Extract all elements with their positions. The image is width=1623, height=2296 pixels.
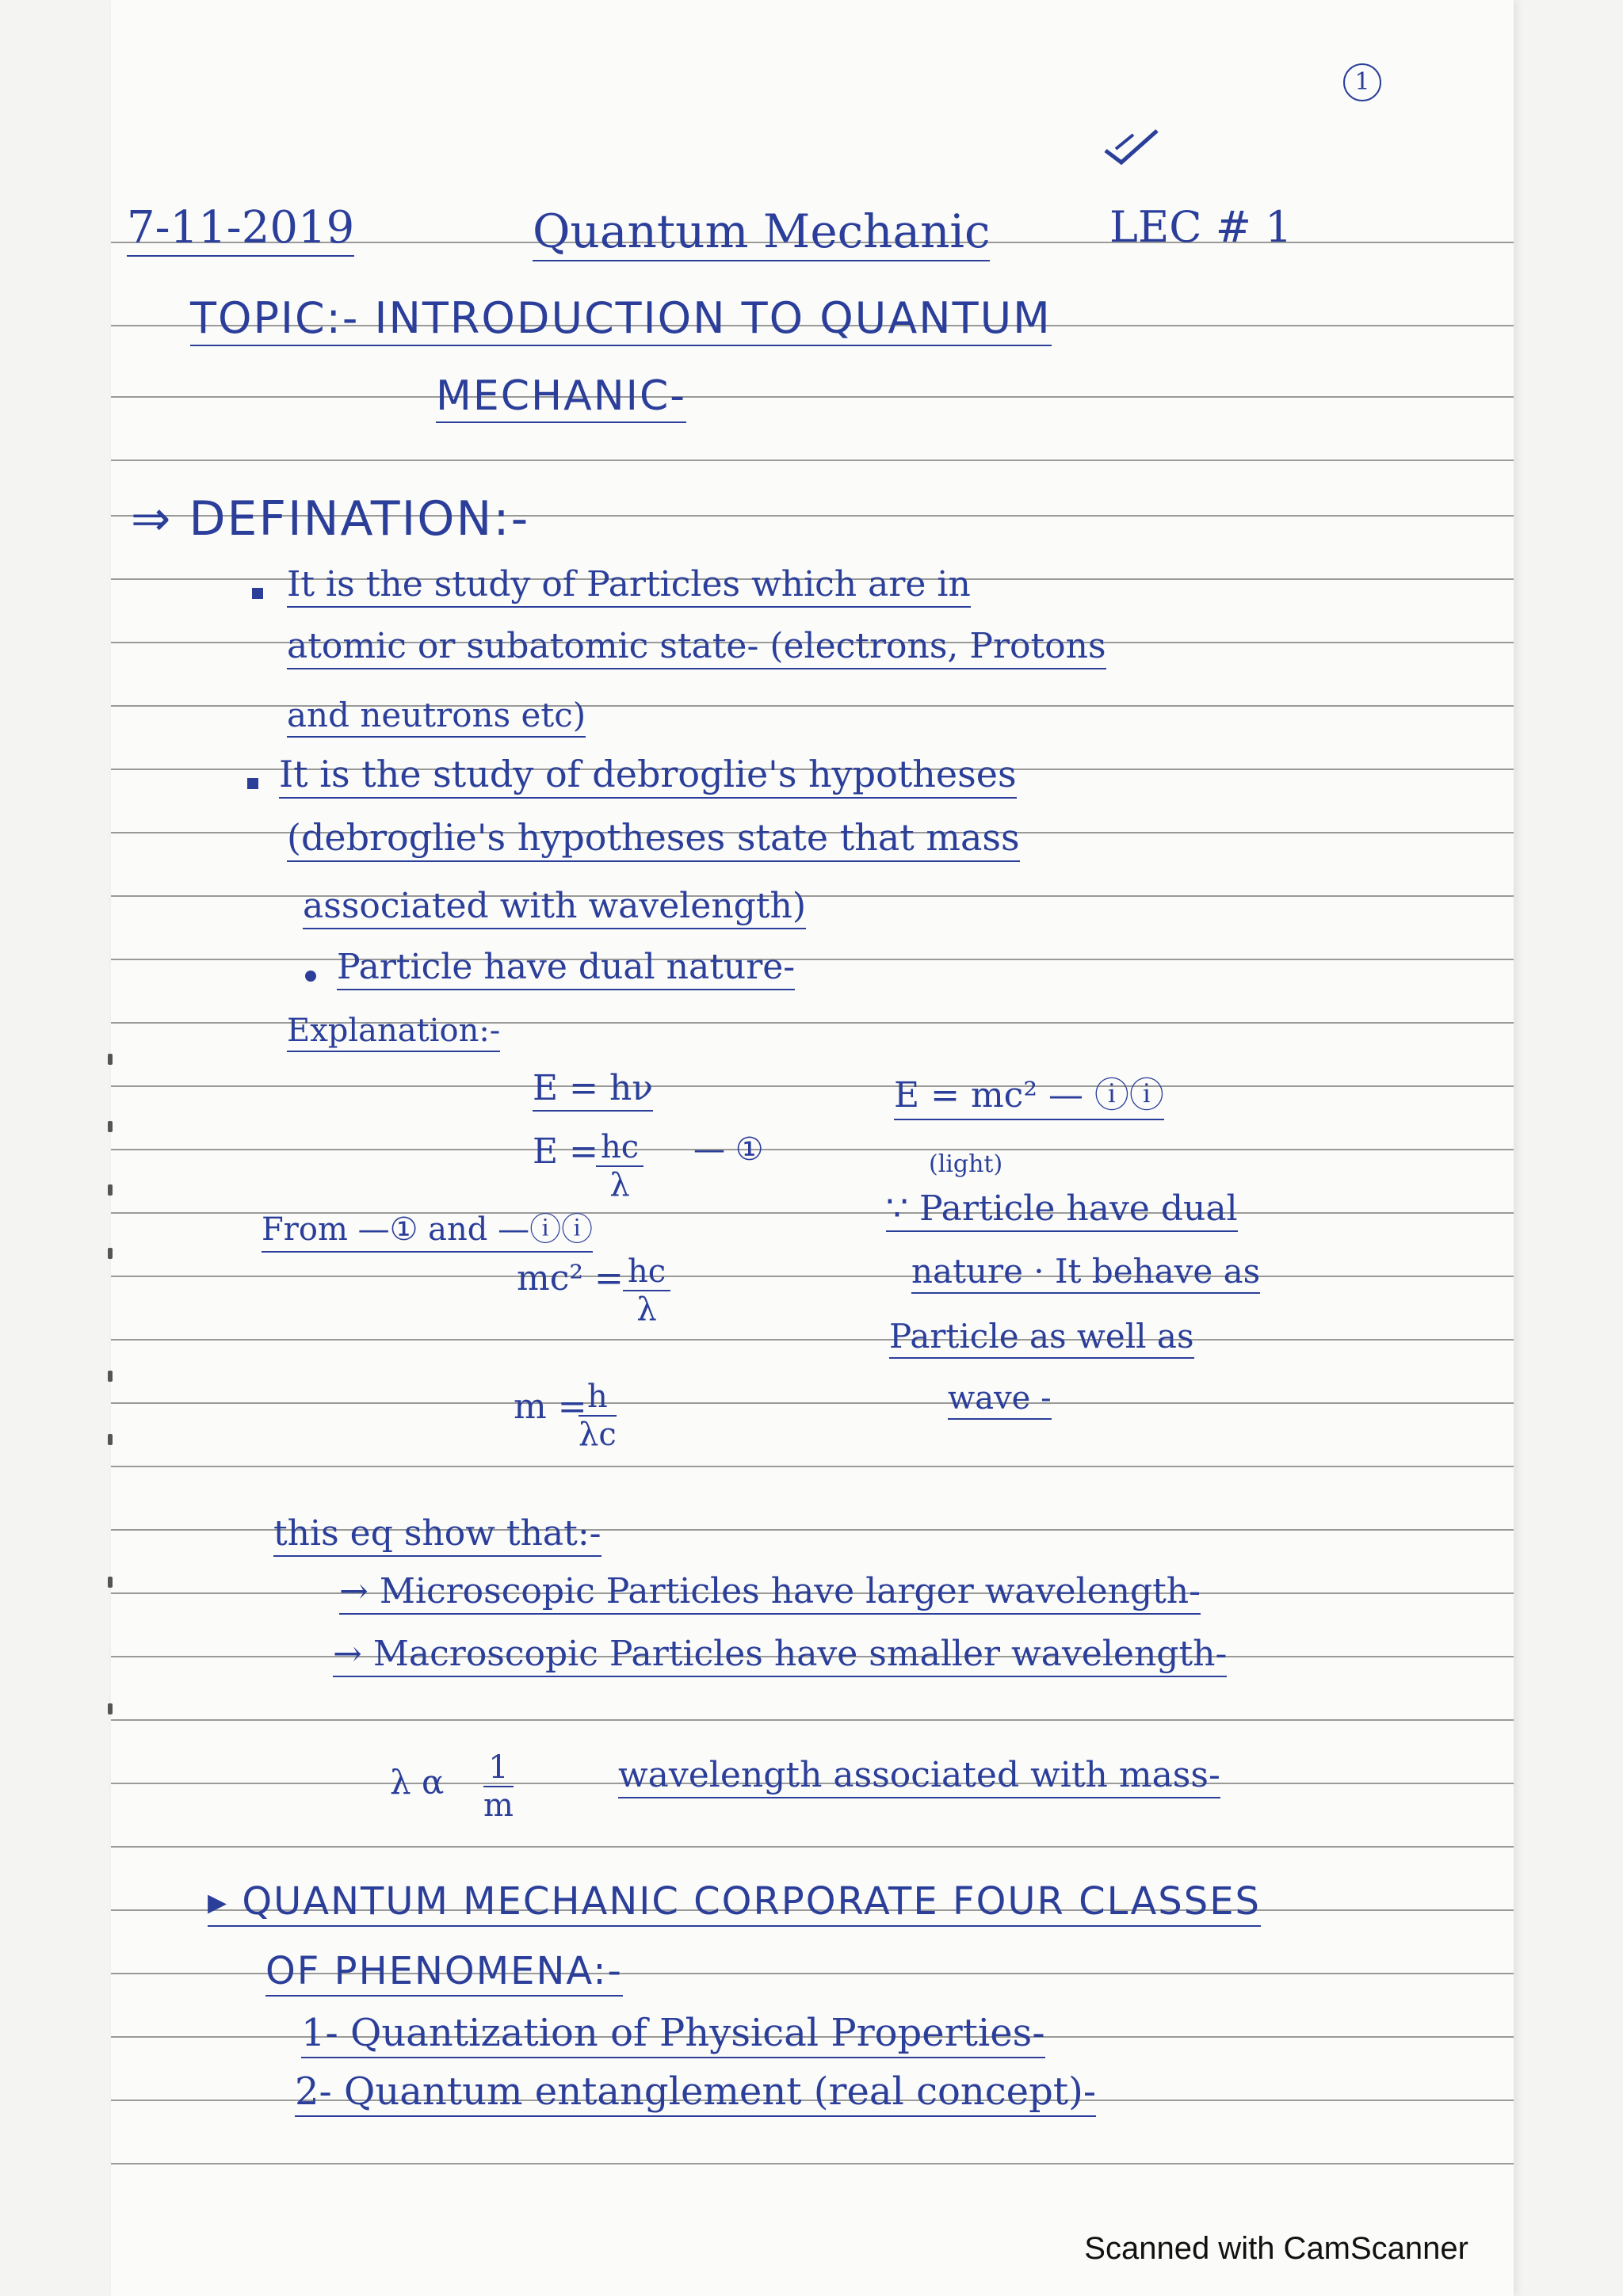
definition-bullet-1-line-1: It is the study of Particles which are in bbox=[287, 564, 971, 608]
classes-item-2: 2- Quantum entanglement (real concept)- bbox=[295, 2069, 1096, 2117]
definition-bullet-2-line-2: (debroglie's hypotheses state that mass bbox=[287, 816, 1020, 862]
dot-bullet-icon bbox=[305, 971, 316, 982]
from-equations: From —① and —ⓘⓘ bbox=[262, 1204, 593, 1253]
equation-tag-1: — ① bbox=[693, 1131, 764, 1168]
shows-microscopic: → Microscopic Particles have larger wavelength- bbox=[339, 1571, 1201, 1615]
explanation-label: Explanation:- bbox=[287, 1013, 500, 1052]
bullet-2-icon bbox=[247, 778, 258, 789]
definition-dot-point: Particle have dual nature- bbox=[337, 947, 795, 990]
classes-item-1: 1- Quantization of Physical Properties- bbox=[301, 2011, 1045, 2058]
equation-e-hc-lambda-lhs: E = bbox=[533, 1131, 598, 1172]
dual-nature-note-line-4: wave - bbox=[948, 1380, 1052, 1420]
shows-intro: this eq show that:- bbox=[273, 1513, 601, 1557]
check-mark-icon bbox=[1102, 127, 1165, 166]
equation-mc2-frac: $\frac{hc}{\lambda}$ bbox=[623, 1253, 670, 1328]
definition-bullet-1-line-3: and neutrons etc) bbox=[287, 696, 586, 738]
definition-heading: ⇒ DEFINATION:- bbox=[131, 491, 530, 547]
proportional-text: wavelength associated with mass- bbox=[618, 1755, 1220, 1798]
proportional-frac: $\frac{1}{m}$ bbox=[483, 1749, 514, 1824]
header-lecture: LEC # 1 bbox=[1109, 202, 1293, 252]
definition-bullet-2-line-1: It is the study of debroglie's hypotheses bbox=[279, 753, 1017, 799]
definition-bullet-1-line-2: atomic or subatomic state- (electrons, Protons bbox=[287, 626, 1106, 669]
definition-bullet-2-line-3: associated with wavelength) bbox=[303, 886, 806, 929]
dual-nature-note-line-1: ∵ Particle have dual bbox=[886, 1188, 1238, 1232]
proportional-lhs: λ α bbox=[390, 1763, 445, 1802]
page-number: 1 bbox=[1343, 62, 1381, 101]
header-date: 7-11-2019 bbox=[127, 202, 354, 257]
equation-e-hc-lambda-frac: $\frac{hc}{\lambda}$ bbox=[596, 1129, 643, 1203]
light-label: (light) bbox=[929, 1150, 1003, 1178]
equation-m-lhs: m = bbox=[514, 1386, 587, 1427]
shows-macroscopic: → Macroscopic Particles have smaller wavelength- bbox=[333, 1634, 1227, 1677]
topic-line-1: TOPIC:- INTRODUCTION TO QUANTUM bbox=[190, 293, 1052, 346]
classes-heading-line-1: ▸ QUANTUM MECHANIC CORPORATE FOUR CLASSES bbox=[208, 1879, 1261, 1927]
equation-e-mc2: E = mc² — ⓘⓘ bbox=[894, 1066, 1164, 1120]
equation-m-frac: $\frac{h}{\lambda c}$ bbox=[579, 1379, 617, 1453]
classes-heading-line-2: OF PHENOMENA:- bbox=[265, 1949, 623, 1997]
header-subject: Quantum Mechanic bbox=[533, 204, 990, 261]
equation-e-hv: E = hν bbox=[533, 1068, 653, 1112]
dual-nature-note-line-2: nature · It behave as bbox=[911, 1252, 1260, 1294]
bullet-1-icon bbox=[252, 588, 263, 599]
topic-line-2: MECHANIC- bbox=[436, 372, 686, 423]
dual-nature-note-line-3: Particle as well as bbox=[889, 1317, 1194, 1359]
equation-mc2-lhs: mc² = bbox=[517, 1258, 624, 1299]
scanner-watermark: Scanned with CamScanner bbox=[1084, 2231, 1468, 2266]
